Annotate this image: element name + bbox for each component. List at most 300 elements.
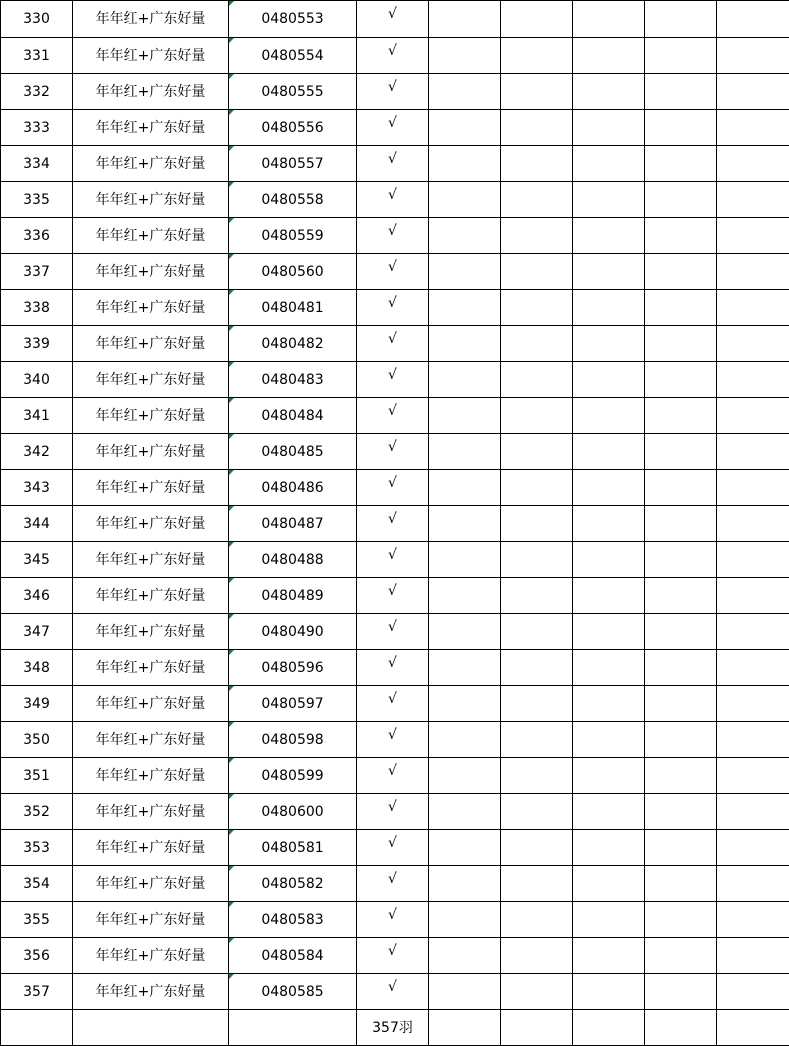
empty-cell xyxy=(717,866,789,902)
empty-cell xyxy=(717,758,789,794)
empty-cell xyxy=(573,830,645,866)
empty-cell xyxy=(501,290,573,326)
table-row xyxy=(1,614,789,650)
name-cell: 年年红+广东好量 xyxy=(73,866,229,902)
row-number-cell: 354 xyxy=(1,866,73,902)
empty-cell xyxy=(573,614,645,650)
name-cell: 年年红+广东好量 xyxy=(73,578,229,614)
code-cell: 0480482 xyxy=(229,326,357,362)
name-cell: 年年红+广东好量 xyxy=(73,110,229,146)
check-mark-icon: √ xyxy=(388,979,397,995)
name-cell: 年年红+广东好量 xyxy=(73,542,229,578)
empty-cell xyxy=(501,794,573,830)
empty-cell xyxy=(717,146,789,182)
empty-cell xyxy=(645,326,717,362)
code-cell: 0480598 xyxy=(229,722,357,758)
empty-cell xyxy=(717,614,789,650)
empty-cell xyxy=(501,758,573,794)
empty-cell xyxy=(717,434,789,470)
empty-cell xyxy=(645,362,717,398)
row-number-cell: 342 xyxy=(1,434,73,470)
table-row xyxy=(1,254,789,290)
empty-cell xyxy=(501,470,573,506)
check-cell xyxy=(357,182,429,218)
empty-cell xyxy=(573,218,645,254)
name-cell: 年年红+广东好量 xyxy=(73,650,229,686)
code-cell: 0480489 xyxy=(229,578,357,614)
empty-cell xyxy=(429,902,501,938)
code-cell: 0480490 xyxy=(229,614,357,650)
check-mark-icon: √ xyxy=(388,223,397,239)
empty-cell xyxy=(573,722,645,758)
code-cell: 0480581 xyxy=(229,830,357,866)
table-row xyxy=(1,290,789,326)
total-row xyxy=(1,1010,789,1046)
empty-cell xyxy=(429,542,501,578)
empty-cell xyxy=(501,830,573,866)
check-cell xyxy=(357,398,429,434)
row-number-cell: 351 xyxy=(1,758,73,794)
empty-cell xyxy=(717,578,789,614)
empty-cell xyxy=(429,74,501,110)
check-cell xyxy=(357,470,429,506)
name-cell: 年年红+广东好量 xyxy=(73,938,229,974)
empty-cell xyxy=(645,254,717,290)
table-row xyxy=(1,722,789,758)
empty-cell xyxy=(645,1,717,38)
empty-cell xyxy=(717,290,789,326)
table-row xyxy=(1,74,789,110)
empty-cell xyxy=(645,794,717,830)
code-cell: 0480585 xyxy=(229,974,357,1010)
code-cell: 0480483 xyxy=(229,362,357,398)
total-cell-empty xyxy=(1,1010,73,1046)
empty-cell xyxy=(429,470,501,506)
empty-cell xyxy=(429,326,501,362)
check-cell xyxy=(357,650,429,686)
empty-cell xyxy=(645,74,717,110)
empty-cell xyxy=(501,902,573,938)
check-cell xyxy=(357,578,429,614)
row-number-cell: 352 xyxy=(1,794,73,830)
table-row xyxy=(1,506,789,542)
check-mark-icon: √ xyxy=(388,151,397,167)
empty-cell xyxy=(717,722,789,758)
table-row xyxy=(1,326,789,362)
table-row xyxy=(1,470,789,506)
code-cell: 0480486 xyxy=(229,470,357,506)
row-number-cell: 337 xyxy=(1,254,73,290)
check-mark-icon: √ xyxy=(388,367,397,383)
empty-cell xyxy=(645,902,717,938)
name-cell: 年年红+广东好量 xyxy=(73,218,229,254)
empty-cell xyxy=(717,218,789,254)
check-cell xyxy=(357,326,429,362)
check-cell xyxy=(357,722,429,758)
empty-cell xyxy=(501,686,573,722)
empty-cell xyxy=(573,398,645,434)
empty-cell xyxy=(645,218,717,254)
check-mark-icon: √ xyxy=(388,835,397,851)
empty-cell xyxy=(429,254,501,290)
empty-cell xyxy=(717,938,789,974)
name-cell: 年年红+广东好量 xyxy=(73,470,229,506)
empty-cell xyxy=(573,686,645,722)
check-mark-icon: √ xyxy=(388,43,397,59)
check-mark-icon: √ xyxy=(388,583,397,599)
empty-cell xyxy=(717,362,789,398)
empty-cell xyxy=(645,830,717,866)
row-number-cell: 347 xyxy=(1,614,73,650)
code-cell: 0480560 xyxy=(229,254,357,290)
empty-cell xyxy=(645,974,717,1010)
check-mark-icon: √ xyxy=(388,6,397,22)
empty-cell xyxy=(501,434,573,470)
empty-cell xyxy=(429,794,501,830)
empty-cell xyxy=(717,398,789,434)
empty-cell xyxy=(429,650,501,686)
check-cell xyxy=(357,1,429,38)
empty-cell xyxy=(429,218,501,254)
check-cell xyxy=(357,146,429,182)
check-mark-icon: √ xyxy=(388,187,397,203)
total-cell-empty xyxy=(717,1010,789,1046)
empty-cell xyxy=(717,74,789,110)
name-cell: 年年红+广东好量 xyxy=(73,722,229,758)
row-number-cell: 343 xyxy=(1,470,73,506)
empty-cell xyxy=(429,434,501,470)
name-cell: 年年红+广东好量 xyxy=(73,38,229,74)
empty-cell xyxy=(429,110,501,146)
row-number-cell: 345 xyxy=(1,542,73,578)
code-cell: 0480481 xyxy=(229,290,357,326)
empty-cell xyxy=(501,722,573,758)
name-cell: 年年红+广东好量 xyxy=(73,290,229,326)
empty-cell xyxy=(501,614,573,650)
check-cell xyxy=(357,974,429,1010)
empty-cell xyxy=(573,794,645,830)
empty-cell xyxy=(573,470,645,506)
empty-cell xyxy=(645,686,717,722)
empty-cell xyxy=(717,110,789,146)
empty-cell xyxy=(573,578,645,614)
row-number-cell: 344 xyxy=(1,506,73,542)
empty-cell xyxy=(501,74,573,110)
check-cell xyxy=(357,434,429,470)
check-cell xyxy=(357,542,429,578)
table-row xyxy=(1,182,789,218)
empty-cell xyxy=(573,290,645,326)
name-cell: 年年红+广东好量 xyxy=(73,830,229,866)
table-row xyxy=(1,938,789,974)
check-cell xyxy=(357,758,429,794)
empty-cell xyxy=(573,254,645,290)
empty-cell xyxy=(645,434,717,470)
check-cell xyxy=(357,830,429,866)
empty-cell xyxy=(501,578,573,614)
name-cell: 年年红+广东好量 xyxy=(73,1,229,38)
empty-cell xyxy=(645,542,717,578)
table-row xyxy=(1,758,789,794)
check-cell xyxy=(357,938,429,974)
total-count-cell: 357羽 xyxy=(357,1010,429,1046)
empty-cell xyxy=(717,470,789,506)
check-mark-icon: √ xyxy=(388,475,397,491)
empty-cell xyxy=(573,974,645,1010)
empty-cell xyxy=(573,326,645,362)
empty-cell xyxy=(717,182,789,218)
table-row xyxy=(1,578,789,614)
empty-cell xyxy=(645,722,717,758)
check-cell xyxy=(357,902,429,938)
empty-cell xyxy=(429,722,501,758)
empty-cell xyxy=(501,110,573,146)
empty-cell xyxy=(717,830,789,866)
name-cell: 年年红+广东好量 xyxy=(73,434,229,470)
empty-cell xyxy=(573,758,645,794)
empty-cell xyxy=(573,938,645,974)
empty-cell xyxy=(717,38,789,74)
empty-cell xyxy=(501,974,573,1010)
empty-cell xyxy=(717,794,789,830)
check-mark-icon: √ xyxy=(388,115,397,131)
name-cell: 年年红+广东好量 xyxy=(73,398,229,434)
check-mark-icon: √ xyxy=(388,547,397,563)
total-cell-empty xyxy=(573,1010,645,1046)
row-number-cell: 333 xyxy=(1,110,73,146)
code-cell: 0480487 xyxy=(229,506,357,542)
empty-cell xyxy=(429,578,501,614)
code-cell: 0480600 xyxy=(229,794,357,830)
check-cell xyxy=(357,254,429,290)
empty-cell xyxy=(573,542,645,578)
code-cell: 0480556 xyxy=(229,110,357,146)
table-row xyxy=(1,362,789,398)
row-number-cell: 346 xyxy=(1,578,73,614)
table-body xyxy=(1,1,789,1010)
empty-cell xyxy=(573,146,645,182)
check-cell xyxy=(357,686,429,722)
table-row xyxy=(1,974,789,1010)
empty-cell xyxy=(501,938,573,974)
empty-cell xyxy=(501,506,573,542)
empty-cell xyxy=(573,38,645,74)
empty-cell xyxy=(645,182,717,218)
row-number-cell: 334 xyxy=(1,146,73,182)
table-row xyxy=(1,218,789,254)
check-cell xyxy=(357,38,429,74)
empty-cell xyxy=(501,650,573,686)
name-cell: 年年红+广东好量 xyxy=(73,254,229,290)
empty-cell xyxy=(501,866,573,902)
empty-cell xyxy=(429,38,501,74)
name-cell: 年年红+广东好量 xyxy=(73,902,229,938)
row-number-cell: 350 xyxy=(1,722,73,758)
name-cell: 年年红+广东好量 xyxy=(73,182,229,218)
empty-cell xyxy=(501,542,573,578)
table-row xyxy=(1,1,789,38)
code-cell: 0480485 xyxy=(229,434,357,470)
check-mark-icon: √ xyxy=(388,763,397,779)
row-number-cell: 331 xyxy=(1,38,73,74)
check-mark-icon: √ xyxy=(388,295,397,311)
table-row xyxy=(1,794,789,830)
empty-cell xyxy=(501,362,573,398)
name-cell: 年年红+广东好量 xyxy=(73,974,229,1010)
table-row xyxy=(1,38,789,74)
name-cell: 年年红+广东好量 xyxy=(73,614,229,650)
check-mark-icon: √ xyxy=(388,655,397,671)
table-row xyxy=(1,866,789,902)
table-row xyxy=(1,398,789,434)
check-mark-icon: √ xyxy=(388,907,397,923)
empty-cell xyxy=(717,1,789,38)
code-cell: 0480583 xyxy=(229,902,357,938)
empty-cell xyxy=(501,398,573,434)
row-number-cell: 355 xyxy=(1,902,73,938)
check-mark-icon: √ xyxy=(388,727,397,743)
check-cell xyxy=(357,362,429,398)
empty-cell xyxy=(645,110,717,146)
check-mark-icon: √ xyxy=(388,871,397,887)
check-mark-icon: √ xyxy=(388,403,397,419)
code-cell: 0480597 xyxy=(229,686,357,722)
name-cell: 年年红+广东好量 xyxy=(73,146,229,182)
empty-cell xyxy=(645,290,717,326)
code-cell: 0480582 xyxy=(229,866,357,902)
empty-cell xyxy=(645,506,717,542)
check-cell xyxy=(357,794,429,830)
empty-cell xyxy=(429,974,501,1010)
name-cell: 年年红+广东好量 xyxy=(73,758,229,794)
check-cell xyxy=(357,614,429,650)
empty-cell xyxy=(501,326,573,362)
empty-cell xyxy=(501,146,573,182)
empty-cell xyxy=(573,362,645,398)
empty-cell xyxy=(573,182,645,218)
total-cell-empty xyxy=(501,1010,573,1046)
table-row xyxy=(1,434,789,470)
code-cell: 0480558 xyxy=(229,182,357,218)
empty-cell xyxy=(573,866,645,902)
empty-cell xyxy=(717,542,789,578)
code-cell: 0480555 xyxy=(229,74,357,110)
row-number-cell: 335 xyxy=(1,182,73,218)
empty-cell xyxy=(501,218,573,254)
code-cell: 0480584 xyxy=(229,938,357,974)
row-number-cell: 353 xyxy=(1,830,73,866)
check-mark-icon: √ xyxy=(388,259,397,275)
check-mark-icon: √ xyxy=(388,619,397,635)
empty-cell xyxy=(645,398,717,434)
name-cell: 年年红+广东好量 xyxy=(73,794,229,830)
row-number-cell: 330 xyxy=(1,1,73,38)
empty-cell xyxy=(573,506,645,542)
empty-cell xyxy=(717,974,789,1010)
check-cell xyxy=(357,110,429,146)
empty-cell xyxy=(501,182,573,218)
empty-cell xyxy=(645,38,717,74)
empty-cell xyxy=(429,362,501,398)
empty-cell xyxy=(717,254,789,290)
name-cell: 年年红+广东好量 xyxy=(73,506,229,542)
total-cell-empty xyxy=(645,1010,717,1046)
row-number-cell: 336 xyxy=(1,218,73,254)
check-mark-icon: √ xyxy=(388,943,397,959)
table-row xyxy=(1,830,789,866)
check-cell xyxy=(357,290,429,326)
empty-cell xyxy=(717,902,789,938)
table-row xyxy=(1,146,789,182)
empty-cell xyxy=(501,254,573,290)
code-cell: 0480559 xyxy=(229,218,357,254)
check-cell xyxy=(357,74,429,110)
table-row xyxy=(1,110,789,146)
check-mark-icon: √ xyxy=(388,799,397,815)
row-number-cell: 349 xyxy=(1,686,73,722)
check-cell xyxy=(357,506,429,542)
table-row xyxy=(1,542,789,578)
total-cell-empty xyxy=(73,1010,229,1046)
code-cell: 0480484 xyxy=(229,398,357,434)
empty-cell xyxy=(573,902,645,938)
empty-cell xyxy=(429,866,501,902)
check-cell xyxy=(357,866,429,902)
row-number-cell: 341 xyxy=(1,398,73,434)
empty-cell xyxy=(429,1,501,38)
name-cell: 年年红+广东好量 xyxy=(73,74,229,110)
table-row xyxy=(1,902,789,938)
code-cell: 0480596 xyxy=(229,650,357,686)
empty-cell xyxy=(645,470,717,506)
empty-cell xyxy=(429,182,501,218)
check-mark-icon: √ xyxy=(388,511,397,527)
empty-cell xyxy=(501,1,573,38)
table-row xyxy=(1,650,789,686)
name-cell: 年年红+广东好量 xyxy=(73,362,229,398)
code-cell: 0480488 xyxy=(229,542,357,578)
empty-cell xyxy=(573,650,645,686)
empty-cell xyxy=(573,1,645,38)
empty-cell xyxy=(645,866,717,902)
check-mark-icon: √ xyxy=(388,331,397,347)
empty-cell xyxy=(429,146,501,182)
empty-cell xyxy=(645,650,717,686)
empty-cell xyxy=(429,830,501,866)
empty-cell xyxy=(573,74,645,110)
empty-cell xyxy=(429,290,501,326)
code-cell: 0480553 xyxy=(229,1,357,38)
code-cell: 0480599 xyxy=(229,758,357,794)
check-mark-icon: √ xyxy=(388,79,397,95)
row-number-cell: 356 xyxy=(1,938,73,974)
empty-cell xyxy=(429,938,501,974)
table-row xyxy=(1,686,789,722)
row-number-cell: 332 xyxy=(1,74,73,110)
empty-cell xyxy=(717,686,789,722)
empty-cell xyxy=(429,506,501,542)
check-mark-icon: √ xyxy=(388,439,397,455)
empty-cell xyxy=(645,938,717,974)
empty-cell xyxy=(717,326,789,362)
total-cell-empty xyxy=(429,1010,501,1046)
empty-cell xyxy=(645,578,717,614)
row-number-cell: 340 xyxy=(1,362,73,398)
empty-cell xyxy=(717,506,789,542)
empty-cell xyxy=(429,686,501,722)
name-cell: 年年红+广东好量 xyxy=(73,686,229,722)
name-cell: 年年红+广东好量 xyxy=(73,326,229,362)
